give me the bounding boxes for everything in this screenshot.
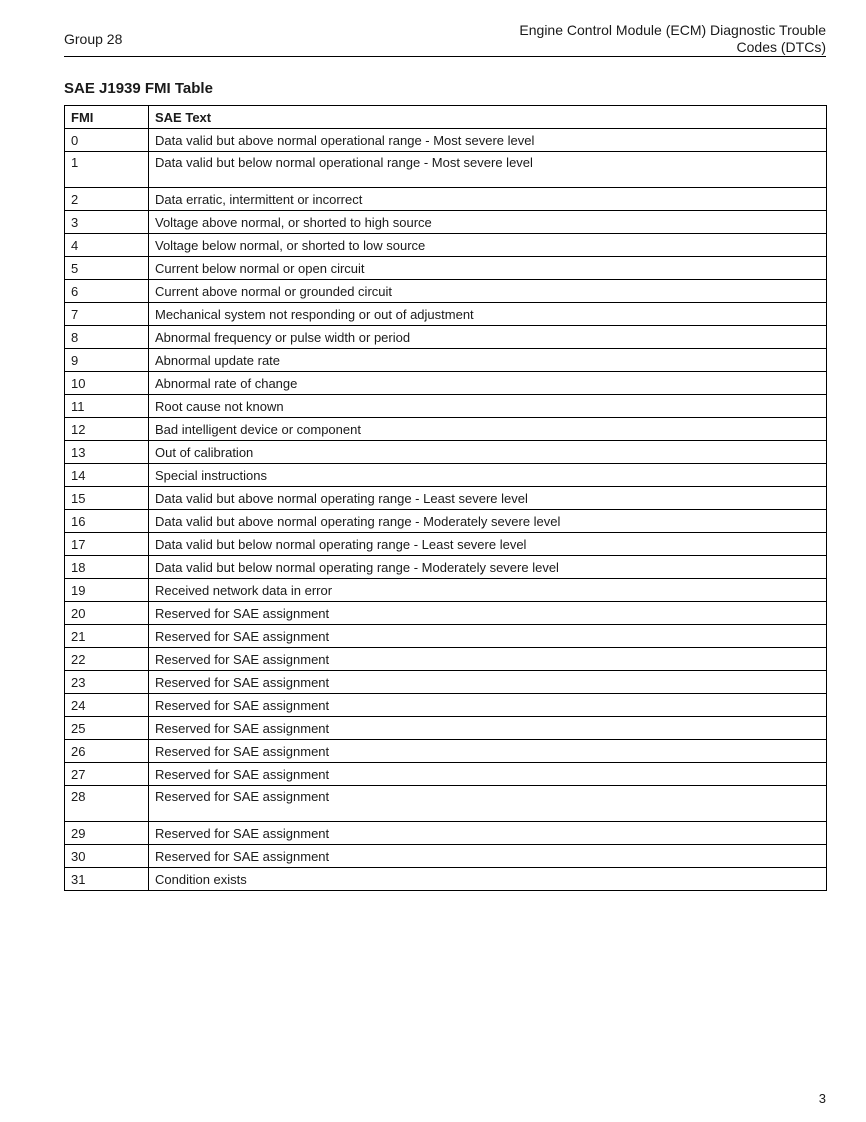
page-number: 3 <box>818 1091 826 1106</box>
table-row <box>65 763 827 786</box>
table-row <box>65 349 827 372</box>
sae-text-cell: Bad intelligent device or component <box>149 418 827 441</box>
fmi-code-cell: 14 <box>65 464 149 487</box>
table-row <box>65 188 827 211</box>
sae-text-cell: Reserved for SAE assignment <box>149 763 827 786</box>
sae-text-cell: Reserved for SAE assignment <box>149 671 827 694</box>
table-row <box>65 671 827 694</box>
sae-text-cell: Reserved for SAE assignment <box>149 845 827 868</box>
sae-text-cell: Reserved for SAE assignment <box>149 694 827 717</box>
sae-text-cell: Reserved for SAE assignment <box>149 786 827 822</box>
fmi-code-cell: 4 <box>65 234 149 257</box>
fmi-code-cell: 23 <box>65 671 149 694</box>
table-row <box>65 152 827 188</box>
table-row <box>65 129 827 152</box>
fmi-code-cell: 13 <box>65 441 149 464</box>
fmi-code-cell: 28 <box>65 786 149 822</box>
sae-text-cell: Data valid but above normal operating range - Moderately severe level <box>149 510 827 533</box>
fmi-code-cell: 7 <box>65 303 149 326</box>
fmi-code-cell: 1 <box>65 152 149 188</box>
table-row <box>65 372 827 395</box>
table-row <box>65 822 827 845</box>
sae-text-cell: Abnormal frequency or pulse width or period <box>149 326 827 349</box>
table-row <box>65 533 827 556</box>
fmi-code-cell: 8 <box>65 326 149 349</box>
fmi-code-cell: 30 <box>65 845 149 868</box>
sae-text-cell: Root cause not known <box>149 395 827 418</box>
fmi-code-cell: 2 <box>65 188 149 211</box>
fmi-code-cell: 16 <box>65 510 149 533</box>
fmi-code-cell: 20 <box>65 602 149 625</box>
fmi-code-cell: 31 <box>65 868 149 891</box>
fmi-code-cell: 6 <box>65 280 149 303</box>
fmi-code-cell: 25 <box>65 717 149 740</box>
fmi-code-cell: 15 <box>65 487 149 510</box>
sae-text-cell: Data valid but above normal operational range - Most severe level <box>149 129 827 152</box>
table-row <box>65 579 827 602</box>
fmi-code-cell: 0 <box>65 129 149 152</box>
sae-text-cell: Reserved for SAE assignment <box>149 717 827 740</box>
table-row <box>65 694 827 717</box>
table-row <box>65 441 827 464</box>
sae-text-cell: Condition exists <box>149 868 827 891</box>
table-row <box>65 211 827 234</box>
column-header-sae-text: SAE Text <box>149 106 827 129</box>
table-row <box>65 303 827 326</box>
table-row <box>65 510 827 533</box>
table-row <box>65 234 827 257</box>
table-row <box>65 280 827 303</box>
column-header-fmi: FMI <box>65 106 149 129</box>
fmi-code-cell: 21 <box>65 625 149 648</box>
sae-text-cell: Abnormal update rate <box>149 349 827 372</box>
header-group-label: Group 28 <box>64 31 123 47</box>
table-row <box>65 625 827 648</box>
table-row <box>65 648 827 671</box>
sae-text-cell: Out of calibration <box>149 441 827 464</box>
fmi-code-cell: 27 <box>65 763 149 786</box>
sae-text-cell: Abnormal rate of change <box>149 372 827 395</box>
fmi-code-cell: 9 <box>65 349 149 372</box>
table-row <box>65 326 827 349</box>
sae-text-cell: Current above normal or grounded circuit <box>149 280 827 303</box>
fmi-code-cell: 26 <box>65 740 149 763</box>
sae-text-cell: Data valid but above normal operating range - Least severe level <box>149 487 827 510</box>
sae-text-cell: Data erratic, intermittent or incorrect <box>149 188 827 211</box>
header-divider <box>64 56 826 57</box>
fmi-code-cell: 17 <box>65 533 149 556</box>
sae-text-cell: Received network data in error <box>149 579 827 602</box>
fmi-code-cell: 18 <box>65 556 149 579</box>
table-row <box>65 740 827 763</box>
sae-text-cell: Data valid but below normal operating range - Moderately severe level <box>149 556 827 579</box>
header-section-title <box>466 22 826 56</box>
fmi-code-cell: 29 <box>65 822 149 845</box>
sae-text-cell: Data valid but below normal operating range - Least severe level <box>149 533 827 556</box>
fmi-code-cell: 22 <box>65 648 149 671</box>
table-row <box>65 786 827 822</box>
fmi-code-cell: 3 <box>65 211 149 234</box>
sae-text-cell: Voltage above normal, or shorted to high source <box>149 211 827 234</box>
table-row <box>65 868 827 891</box>
table-row <box>65 717 827 740</box>
sae-text-cell: Reserved for SAE assignment <box>149 625 827 648</box>
table-row <box>65 257 827 280</box>
sae-text-cell: Reserved for SAE assignment <box>149 648 827 671</box>
header-title-line-2: Codes (DTCs) <box>736 39 826 55</box>
fmi-code-cell: 24 <box>65 694 149 717</box>
sae-text-cell: Voltage below normal, or shorted to low source <box>149 234 827 257</box>
table-row <box>65 418 827 441</box>
fmi-table <box>64 105 827 891</box>
table-row <box>65 602 827 625</box>
table-row <box>65 395 827 418</box>
sae-text-cell: Current below normal or open circuit <box>149 257 827 280</box>
sae-text-cell: Reserved for SAE assignment <box>149 740 827 763</box>
fmi-code-cell: 12 <box>65 418 149 441</box>
header-title-line-1: Engine Control Module (ECM) Diagnostic Trouble <box>519 22 826 38</box>
table-row <box>65 464 827 487</box>
table-header-row <box>65 106 827 129</box>
sae-text-cell: Reserved for SAE assignment <box>149 602 827 625</box>
fmi-code-cell: 5 <box>65 257 149 280</box>
sae-text-cell: Mechanical system not responding or out of adjustment <box>149 303 827 326</box>
fmi-code-cell: 19 <box>65 579 149 602</box>
fmi-code-cell: 11 <box>65 395 149 418</box>
table-row <box>65 556 827 579</box>
table-row <box>65 487 827 510</box>
sae-text-cell: Special instructions <box>149 464 827 487</box>
sae-text-cell: Reserved for SAE assignment <box>149 822 827 845</box>
fmi-code-cell: 10 <box>65 372 149 395</box>
sae-text-cell: Data valid but below normal operational range - Most severe level <box>149 152 827 188</box>
table-row <box>65 845 827 868</box>
table-title: SAE J1939 FMI Table <box>64 80 213 97</box>
